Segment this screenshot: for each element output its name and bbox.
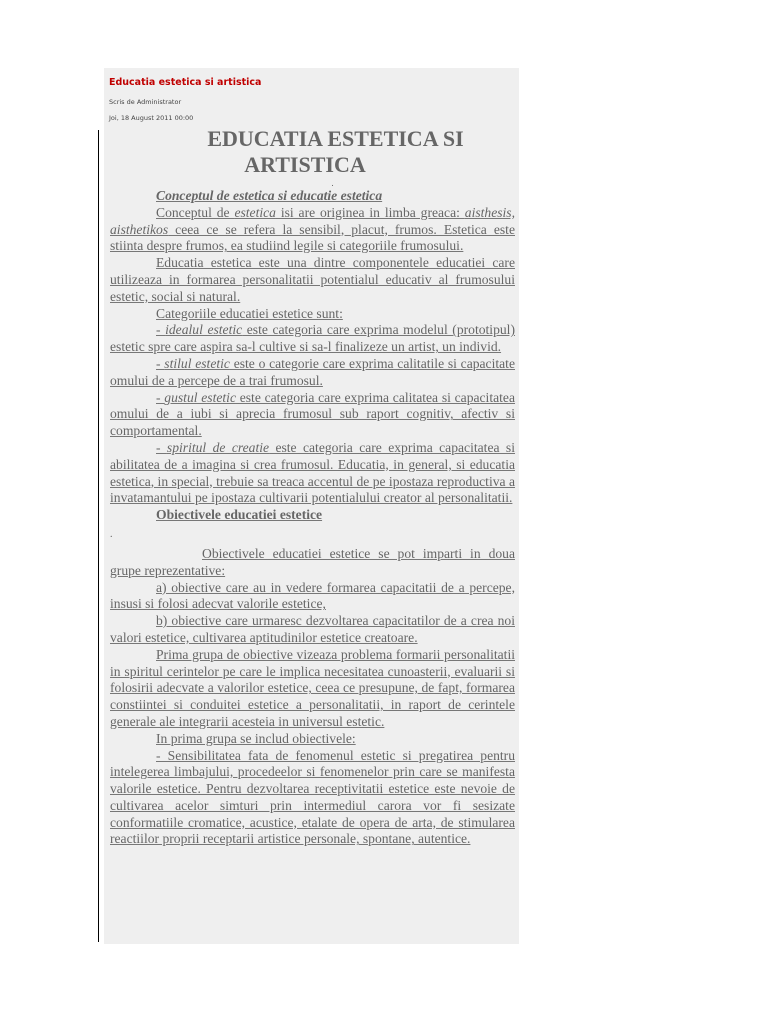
document-body <box>110 126 515 848</box>
document-title <box>110 126 515 178</box>
article-title-link[interactable]: Educatia estetica si artistica <box>109 77 262 88</box>
objective-a: a) obiective care au in vedere formarea capacitatii de a percepe, insusi si folosi adecvat valorile estetice, <box>110 579 515 612</box>
objective-sensibility: - Sensibilitatea fata de fenomenul estetic si pregatirea pentru intelegerea limbajului, procedeelor si fenomenelor prin care se manifesta valorile estetice. Pentru dezvoltarea receptivitatii estetice este nevoie de cultivarea acelor simturi prin intermediul carora vor fi sesizate conformatiile cromatice, acustice, etalate de opera de arta, de stimularea reactiilor proprii receptarii artistice personale, spontane, autentice. <box>110 747 515 847</box>
margin-line <box>98 130 99 942</box>
category-stil: - stilul estetic este o categorie care exprima calitatile si capacitate omului de a percepe de a trai frumosul. <box>110 355 515 388</box>
paragraph-concept: Conceptul de estetica isi are originea in limba greaca: aisthesis, aisthetikos ceea ce se refera la sensibil, placut, frumos. Estetica este stiinta despre frumos, ea studiind legile si categoriile frumosului. <box>110 204 515 254</box>
title-dot: . <box>331 178 334 188</box>
separator-dot: . <box>110 528 113 540</box>
author-line: Scris de Administrator <box>109 98 182 106</box>
paragraph-categories: Categoriile educatiei estetice sunt: <box>156 305 343 321</box>
category-ideal: - idealul estetic este categoria care exprima modelul (prototipul) estetic spre care aspira sa-l cultive si sa-l finalizeze un artist, un individ. <box>110 322 515 355</box>
section-subtitle: Conceptul de estetica si educatie estetica <box>156 188 383 203</box>
objective-b: b) obiective care urmaresc dezvoltarea capacitatilor de a crea noi valori estetice, cultivarea aptitudinilor estetice creatoare. <box>110 613 515 645</box>
paragraph-first-group-list: In prima grupa se includ obiectivele: <box>156 730 356 746</box>
title-line-2: ARTISTICA <box>244 152 366 177</box>
category-spirit: - spiritul de creatie este categoria care exprima capacitatea si abilitatea de a imagina si crea frumosul. Educatia, in general, si educatia estetica, in special, trebuie sa treaca accentul de pe ipostaza reproductiva a invatamantului pe ipostaza cultivarii potentialului creator al personalitatii. <box>110 439 515 506</box>
title-line-1: EDUCATIA ESTETICA SI <box>207 126 464 151</box>
paragraph-definition: Educatia estetica este una dintre componentele educatiei care utilizeaza in formarea personalitatii potentialul educativ al frumosului estetic, social si natural. <box>110 255 515 304</box>
category-gust: - gustul estetic este categoria care exprima calitatea si capacitatea omului de a iubi si aprecia frumosul sub raport cognitiv, afectiv si comportamental. <box>110 389 515 439</box>
paragraph-first-group: Prima grupa de obiective vizeaza problema formarii personalitatii in spiritul cerintelor pe care le implica necesitatea cunoasterii, evaluarii si folosirii adecvate a valorilor estetice, ceea ce presupune, de fapt, formarea constiintei si conduitei estetice a personalitatii, in raport de cerintele generale ale integrarii acesteia in universul estetic. <box>110 646 515 729</box>
date-line: Joi, 18 August 2011 00:00 <box>109 114 194 122</box>
section-heading-objectives: Obiectivele educatiei estetice <box>156 507 323 523</box>
paragraph-objectives-intro: Obiectivele educatiei estetice se pot imparti in doua grupe reprezentative: <box>110 545 515 578</box>
